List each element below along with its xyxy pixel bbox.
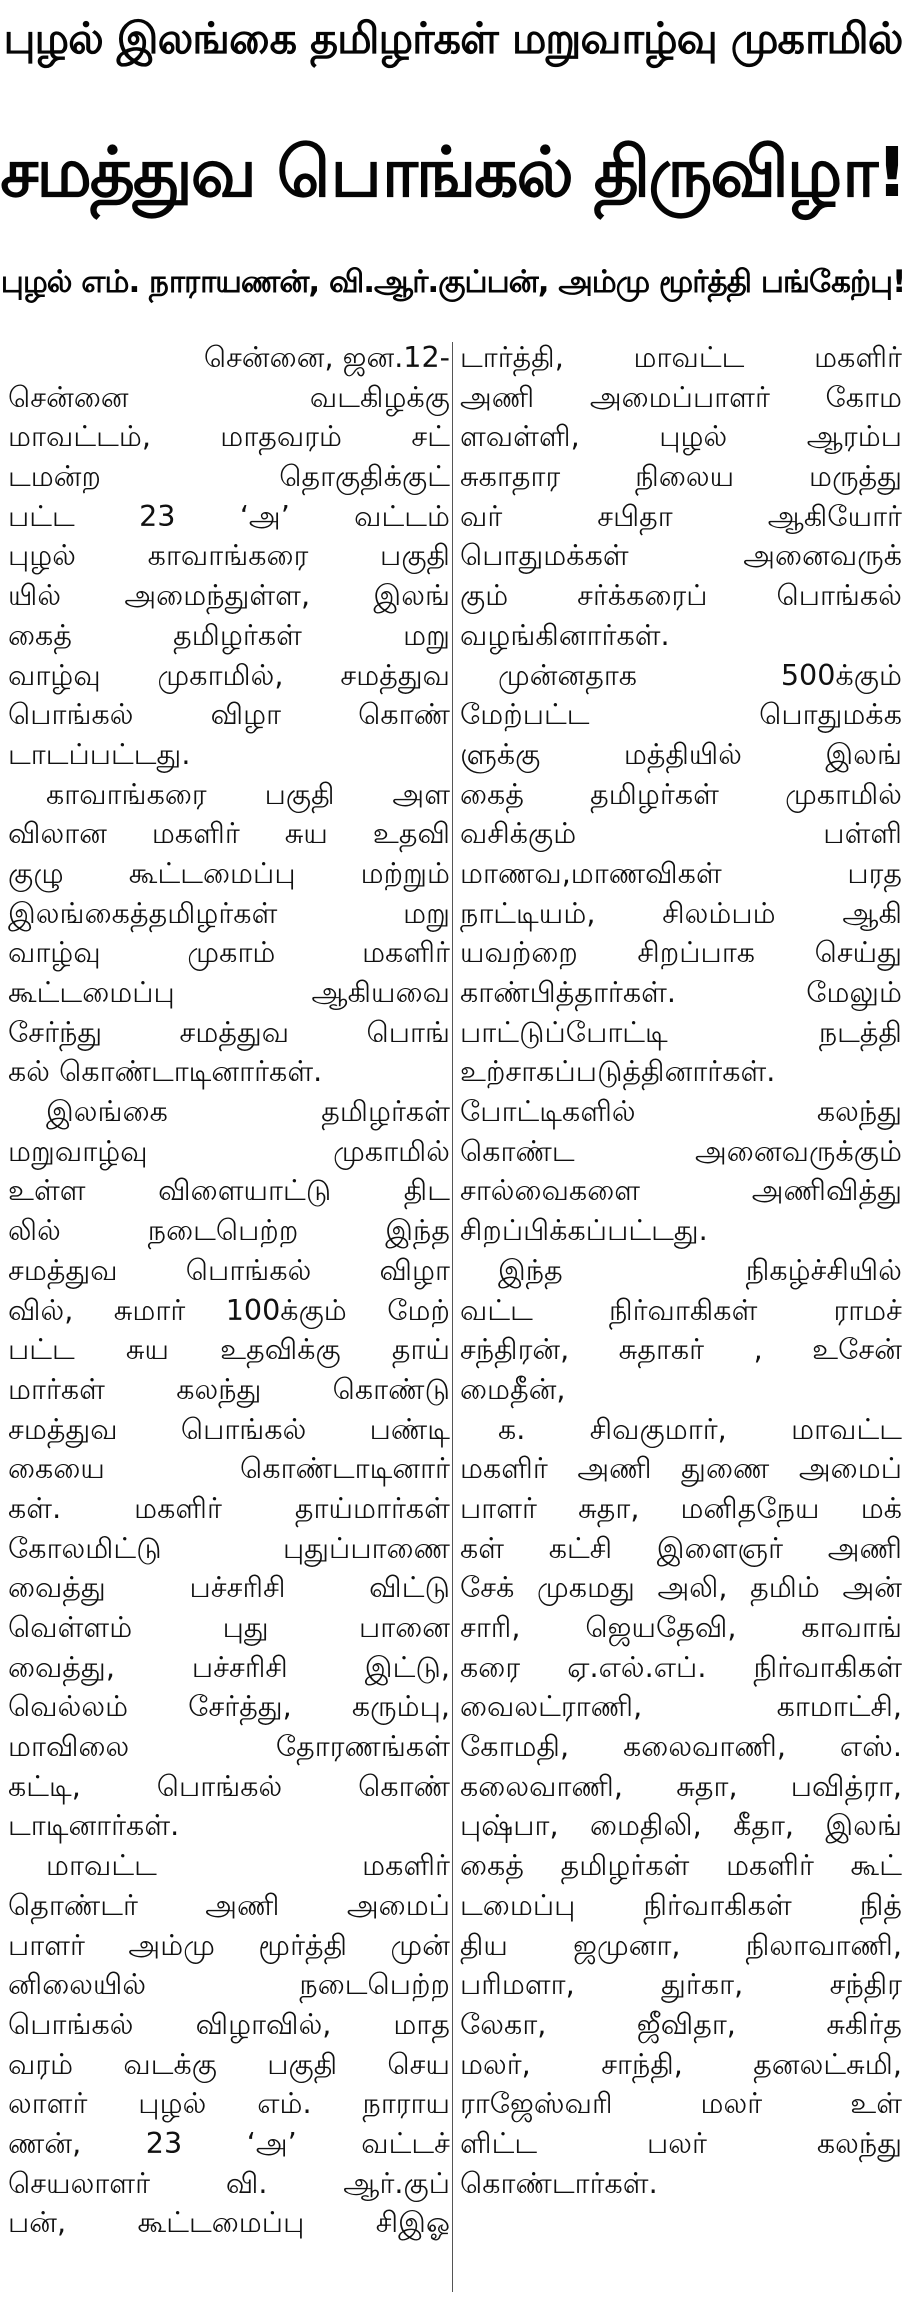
article-column-right bbox=[460, 338, 902, 2203]
article-text-line: வைத்து, பச்சரிசி இட்டு, bbox=[8, 1649, 450, 1684]
article-text-line: ளுக்கு மத்தியில் இலங் bbox=[460, 736, 902, 771]
article-text-line: வெள்ளம் புது பானை bbox=[8, 1610, 450, 1644]
article-column-left bbox=[8, 338, 450, 2243]
article-text-line: டமன்ற தொகுதிக்குட் bbox=[8, 459, 450, 494]
article-text-line: மேற்பட்ட பொதுமக்க bbox=[460, 697, 902, 732]
article-text-line: சந்திரன், சுதாகர் , உசேன் bbox=[460, 1332, 902, 1367]
article-text-line: வட்ட நிர்வாகிகள் ராமச் bbox=[460, 1292, 902, 1327]
article-text-line: கைத் தமிழர்கள் மறு bbox=[8, 617, 450, 652]
article-text-line: மாணவ,மாணவிகள் பரத bbox=[460, 855, 902, 890]
article-text-line: வைத்து பச்சரிசி விட்டு bbox=[8, 1570, 450, 1605]
article-text-line: அணி அமைப்பாளர் கோம bbox=[460, 379, 902, 414]
article-text-line: பட்ட சுய உதவிக்கு தாய் bbox=[8, 1332, 450, 1367]
article-text-line: பன், கூட்டமைப்பு சிஇஓ bbox=[8, 2205, 450, 2240]
article-text-line: வாழ்வு முகாம் மகளிர் bbox=[8, 935, 450, 970]
article-text-line: பாட்டுப்போட்டி நடத்தி bbox=[460, 1014, 902, 1049]
article-text-line: சிறப்பிக்கப்பட்டது. bbox=[460, 1213, 708, 1248]
article-text-line: ளிட்ட பலர் கலந்து bbox=[460, 2125, 902, 2160]
article-text-line: சென்னை, ஜன.12- bbox=[203, 340, 450, 374]
article-text-line: சென்னை வடகிழக்கு bbox=[8, 379, 450, 414]
article-text-line: கொண்டார்கள். bbox=[460, 2165, 658, 2200]
article-text-line: சேக் முகமது அலி, தமிம் அன் bbox=[460, 1570, 902, 1605]
article-text-line: ராஜேஸ்வரி மலர் உள் bbox=[460, 2086, 902, 2121]
article-text-line: லில் நடைபெற்ற இந்த bbox=[8, 1213, 450, 1248]
article-text-line: செயலாளர் வி. ஆர்.குப் bbox=[8, 2165, 450, 2200]
article-text-line: விலான மகளிர் சுய உதவி bbox=[8, 816, 450, 851]
article-text-line: காண்பித்தார்கள். மேலும் bbox=[460, 975, 902, 1009]
article-text-line: யில் அமைந்துள்ள, இலங் bbox=[8, 578, 450, 613]
article-text-line: இந்த நிகழ்ச்சியில் bbox=[498, 1252, 902, 1287]
article-text-line: ளவள்ளி, புழல் ஆரம்ப bbox=[460, 419, 902, 454]
article-text-line: சுகாதார நிலைய மருத்து bbox=[460, 459, 902, 494]
article-text-line: இலங்கை தமிழர்கள் bbox=[46, 1094, 450, 1129]
article-text-line: கோலமிட்டு புதுப்பாணை bbox=[8, 1530, 450, 1565]
article-text-line: னிலையில் நடைபெற்ற bbox=[8, 1967, 450, 2002]
article-text-line: காவாங்கரை பகுதி அள bbox=[46, 776, 450, 811]
article-text-line: வர் சபிதா ஆகியோர் bbox=[460, 498, 902, 533]
article-text-line: போட்டிகளில் கலந்து bbox=[460, 1094, 902, 1129]
article-text-line: பாளர் சுதா, மனிதநேய மக் bbox=[460, 1490, 902, 1525]
article-text-line: கூட்டமைப்பு ஆகியவை bbox=[8, 975, 450, 1009]
article-text-line: பாளர் அம்மு மூர்த்தி முன் bbox=[8, 1927, 450, 1962]
article-text-line: வரம் வடக்கு பகுதி செய bbox=[8, 2046, 450, 2081]
article-text-line: கள் கட்சி இளைஞர் அணி bbox=[460, 1530, 902, 1565]
article-text-line: வில், சுமார் 100க்கும் மேற் bbox=[8, 1292, 450, 1327]
article-text-line: க. சிவகுமார், மாவட்ட bbox=[498, 1411, 902, 1446]
article-text-line: சமத்துவ பொங்கல் பண்டி bbox=[8, 1411, 450, 1446]
article-text-line: உற்சாகப்படுத்தினார்கள். bbox=[460, 1054, 776, 1089]
article-text-line: வைலட்ராணி, காமாட்சி, bbox=[460, 1689, 902, 1724]
article-text-line: பட்ட 23 ‘அ’ வட்டம் bbox=[8, 498, 450, 533]
article-text-line: மார்கள் கலந்து கொண்டு bbox=[8, 1371, 450, 1406]
article-text-line: மைதீன், bbox=[460, 1371, 566, 1406]
article-text-line: கொண்ட அனைவருக்கும் bbox=[460, 1133, 902, 1168]
article-text-line: கையை கொண்டாடினார் bbox=[8, 1451, 450, 1486]
article-text-line: முன்னதாக 500க்கும் bbox=[498, 657, 902, 692]
article-text-line: புழல் காவாங்கரை பகுதி bbox=[8, 538, 450, 573]
article-text-line: மாவிலை தோரணங்கள் bbox=[8, 1729, 450, 1764]
article-text-line: மறுவாழ்வு முகாமில் bbox=[8, 1133, 450, 1168]
article-text-line: சாரி, ஜெயதேவி, காவாங் bbox=[460, 1610, 902, 1644]
article-text-line: குழு கூட்டமைப்பு மற்றும் bbox=[8, 855, 450, 890]
article-text-line: யவற்றை சிறப்பாக செய்து bbox=[460, 935, 902, 970]
article-text-line: கைத் தமிழர்கள் மகளிர் கூட் bbox=[460, 1848, 902, 1883]
article-text-line: டாடப்பட்டது. bbox=[8, 736, 191, 771]
article-text-line: பொங்கல் விழா கொண் bbox=[8, 697, 450, 732]
article-text-line: கலைவாணி, சுதா, பவித்ரா, bbox=[460, 1768, 902, 1803]
article-text-line: கள். மகளிர் தாய்மார்கள் bbox=[8, 1490, 450, 1525]
article-title: சமத்துவ பொங்கல் திருவிழா! bbox=[0, 133, 906, 213]
article-text-line: இலங்கைத்தமிழர்கள் மறு bbox=[8, 895, 450, 930]
article-text-line: நாட்டியம், சிலம்பம் ஆகி bbox=[460, 895, 902, 930]
article-text-line: கட்டி, பொங்கல் கொண் bbox=[8, 1768, 450, 1803]
article-text-line: தொண்டர் அணி அமைப் bbox=[8, 1887, 450, 1922]
article-text-line: கைத் தமிழர்கள் முகாமில் bbox=[460, 776, 902, 811]
article-text-line: மாவட்டம், மாதவரம் சட் bbox=[8, 419, 450, 454]
article-text-line: கரை ஏ.எல்.எப். நிர்வாகிகள் bbox=[460, 1649, 902, 1684]
article-text-line: சேர்ந்து சமத்துவ பொங் bbox=[8, 1014, 450, 1049]
column-divider bbox=[452, 342, 453, 2292]
article-text-line: சமத்துவ பொங்கல் விழா bbox=[8, 1252, 450, 1287]
article-text-line: டாடினார்கள். bbox=[8, 1808, 180, 1843]
article-text-line: திய ஜமுனா, நிலாவாணி, bbox=[460, 1927, 902, 1962]
article-text-line: லேகா, ஜீவிதா, சுகிர்த bbox=[460, 2006, 902, 2041]
article-text-line: கும் சர்க்கரைப் பொங்கல் bbox=[460, 578, 902, 613]
article-text-line: மாவட்ட மகளிர் bbox=[46, 1848, 450, 1883]
article-text-line: பரிமளா, துர்கா, சந்திர bbox=[460, 1967, 902, 2002]
article-text-line: வசிக்கும் பள்ளி bbox=[460, 816, 902, 851]
article-text-line: கோமதி, கலைவாணி, எஸ். bbox=[460, 1729, 902, 1764]
article-text-line: பொதுமக்கள் அனைவருக் bbox=[460, 538, 902, 573]
article-text-line: உள்ள விளையாட்டு திட bbox=[8, 1173, 450, 1208]
article-text-line: டார்த்தி, மாவட்ட மகளிர் bbox=[460, 340, 902, 374]
article-text-line: ணன், 23 ‘அ’ வட்டச் bbox=[8, 2125, 450, 2160]
article-text-line: லாளர் புழல் எம். நாராய bbox=[8, 2086, 450, 2121]
article-text-line: வெல்லம் சேர்த்து, கரும்பு, bbox=[8, 1689, 450, 1724]
article-text-line: கல் கொண்டாடினார்கள். bbox=[8, 1054, 323, 1089]
article-text-line: சால்வைகளை அணிவித்து bbox=[460, 1173, 902, 1208]
article-text-line: டமைப்பு நிர்வாகிகள் நித் bbox=[460, 1887, 902, 1922]
article-kicker: புழல் இலங்கை தமிழர்கள் மறுவாழ்வு முகாமில் bbox=[3, 14, 903, 64]
article-text-line: வழங்கினார்கள். bbox=[460, 617, 670, 652]
article-text-line: மலர், சாந்தி, தனலட்சுமி, bbox=[460, 2046, 902, 2081]
article-text-line: பொங்கல் விழாவில், மாத bbox=[8, 2006, 450, 2041]
article-subhead: புழல் எம். நாராயணன், வி.ஆர்.குப்பன், அம்மு மூர்த்தி பங்கேற்பு! bbox=[0, 264, 906, 300]
article-text-line: வாழ்வு முகாமில், சமத்துவ bbox=[8, 657, 450, 692]
article-text-line: புஷ்பா, மைதிலி, கீதா, இலங் bbox=[460, 1808, 902, 1843]
article-text-line: மகளிர் அணி துணை அமைப் bbox=[460, 1451, 902, 1486]
